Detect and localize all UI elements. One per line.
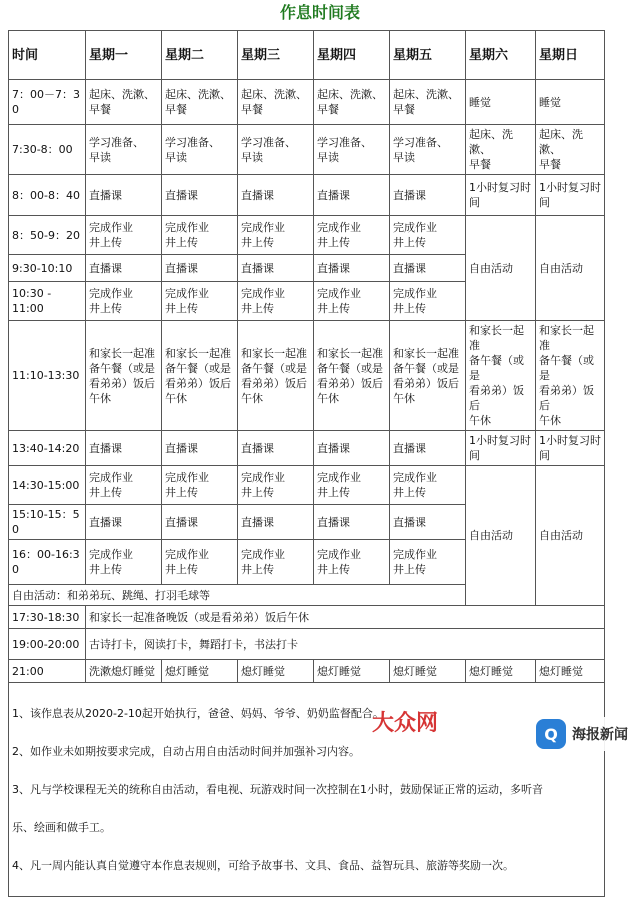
schedule-cell: 完成作业 井上传 [314,216,390,255]
schedule-cell: 完成作业 井上传 [238,216,314,255]
schedule-cell: 直播课 [86,175,162,216]
table-row [9,466,605,505]
schedule-cell: 起床、洗漱、 早餐 [466,125,536,175]
time-cell: 7：00－7：3 0 [9,80,86,125]
schedule-cell: 完成作业 井上传 [314,466,390,505]
time-cell: 8：50-9：20 [9,216,86,255]
time-cell: 16：00-16:3 0 [9,540,86,585]
schedule-cell: 和家长一起准备晚饭（或是看弟弟）饭后午休 [86,606,605,629]
schedule-cell: 起床、洗漱、 早餐 [238,80,314,125]
schedule-cell: 学习准备、 早读 [86,125,162,175]
schedule-cell: 直播课 [314,175,390,216]
time-cell: 8：00-8：40 [9,175,86,216]
schedule-cell: 直播课 [238,255,314,282]
schedule-cell: 直播课 [238,505,314,540]
note-line: 3、凡与学校课程无关的统称自由活动，看电视、玩游戏时间一次控制在1小时，鼓励保证正常的运动，多听音 [12,783,543,796]
header-saturday: 星期六 [466,31,536,80]
time-cell: 17:30-18:30 [9,606,86,629]
schedule-cell: 直播课 [314,255,390,282]
schedule-cell: 直播课 [162,505,238,540]
schedule-cell: 洗漱熄灯睡觉 [86,660,162,683]
schedule-cell: 直播课 [390,175,466,216]
schedule-cell: 完成作业 井上传 [162,466,238,505]
schedule-cell: 完成作业 井上传 [86,466,162,505]
schedule-cell: 完成作业 井上传 [86,540,162,585]
schedule-cell: 和家长一起准 备午餐（或是 看弟弟）饭后 午休 [238,321,314,431]
schedule-cell: 自由活动 [466,216,536,321]
schedule-cell: 完成作业 井上传 [238,282,314,321]
time-cell: 13:40-14:20 [9,431,86,466]
schedule-cell: 睡觉 [536,80,605,125]
schedule-cell: 直播课 [390,505,466,540]
schedule-cell: 完成作业 井上传 [314,540,390,585]
schedule-cell: 直播课 [314,505,390,540]
schedule-cell: 完成作业 井上传 [390,282,466,321]
schedule-cell: 和家长一起准 备午餐（或是 看弟弟）饭后 午休 [162,321,238,431]
app-logo-icon: Q [536,719,566,749]
time-cell: 7:30-8：00 [9,125,86,175]
schedule-cell: 完成作业 井上传 [390,540,466,585]
dazhong-watermark: 大众网 [372,710,439,736]
schedule-cell: 直播课 [86,431,162,466]
schedule-cell: 直播课 [86,255,162,282]
schedule-cell: 完成作业 井上传 [162,540,238,585]
schedule-cell: 完成作业 井上传 [314,282,390,321]
table-row [9,175,605,216]
schedule-cell: 起床、洗漱、 早餐 [162,80,238,125]
schedule-cell: 熄灯睡觉 [390,660,466,683]
schedule-cell: 和家长一起准 备午餐（或是 看弟弟）饭后 午休 [466,321,536,431]
schedule-cell: 古诗打卡，阅读打卡，舞蹈打卡，书法打卡 [86,629,605,660]
schedule-cell: 和家长一起准 备午餐（或是 看弟弟）饭后 午休 [86,321,162,431]
time-cell: 10:30 - 11:00 [9,282,86,321]
schedule-cell: 起床、洗漱、 早餐 [390,80,466,125]
schedule-cell: 熄灯睡觉 [536,660,605,683]
header-monday: 星期一 [86,31,162,80]
schedule-cell: 睡觉 [466,80,536,125]
header-wednesday: 星期三 [238,31,314,80]
table-row [9,216,605,255]
header-friday: 星期五 [390,31,466,80]
news-logo [532,717,632,751]
schedule-cell: 直播课 [390,255,466,282]
table-row [9,431,605,466]
schedule-cell: 直播课 [162,175,238,216]
schedule-cell: 1小时复习时 间 [536,175,605,216]
schedule-cell: 自由活动 [536,216,605,321]
note-line: 1、该作息表从2020-2-10起开始执行，爸爸、妈妈、爷爷、奶奶监督配合。 [12,707,384,720]
table-row [9,629,605,660]
schedule-cell: 和家长一起准 备午餐（或是 看弟弟）饭后 午休 [390,321,466,431]
schedule-table [8,30,605,897]
schedule-cell: 直播课 [314,431,390,466]
schedule-cell: 完成作业 井上传 [238,466,314,505]
notes-cell [9,683,605,897]
note-line: 乐、绘画和做手工。 [12,821,111,834]
schedule-cell: 直播课 [162,431,238,466]
table-row [9,660,605,683]
header-row [9,31,605,80]
schedule-cell: 完成作业 井上传 [162,282,238,321]
schedule-cell: 完成作业 井上传 [390,466,466,505]
schedule-cell: 学习准备、 早读 [238,125,314,175]
schedule-cell: 和家长一起准 备午餐（或是 看弟弟）饭后 午休 [314,321,390,431]
table-row [9,125,605,175]
time-cell: 11:10-13:30 [9,321,86,431]
schedule-cell: 自由活动：和弟弟玩、跳绳、打羽毛球等 [9,585,466,606]
table-row [9,606,605,629]
schedule-cell: 完成作业 井上传 [162,216,238,255]
notes-row [9,683,605,897]
schedule-cell: 直播课 [390,431,466,466]
schedule-cell: 起床、洗漱、 早餐 [86,80,162,125]
schedule-cell: 熄灯睡觉 [238,660,314,683]
schedule-cell: 熄灯睡觉 [466,660,536,683]
schedule-cell: 1小时复习时 间 [536,431,605,466]
schedule-cell: 完成作业 井上传 [86,216,162,255]
schedule-cell: 直播课 [238,175,314,216]
schedule-cell: 1小时复习时 间 [466,431,536,466]
schedule-cell: 完成作业 井上传 [238,540,314,585]
schedule-cell: 起床、洗漱、 早餐 [314,80,390,125]
time-cell: 9:30-10:10 [9,255,86,282]
schedule-cell: 完成作业 井上传 [390,216,466,255]
schedule-cell: 起床、洗漱、 早餐 [536,125,605,175]
schedule-cell: 熄灯睡觉 [314,660,390,683]
schedule-cell: 1小时复习时 间 [466,175,536,216]
schedule-cell: 完成作业 井上传 [86,282,162,321]
table-row [9,321,605,431]
schedule-cell: 直播课 [238,431,314,466]
time-cell: 15:10-15：5 0 [9,505,86,540]
schedule-cell: 学习准备、 早读 [314,125,390,175]
header-sunday: 星期日 [536,31,605,80]
schedule-cell: 直播课 [162,255,238,282]
time-cell: 21:00 [9,660,86,683]
table-row [9,80,605,125]
logo-text: 海报新闻 [572,727,628,743]
schedule-cell: 和家长一起准 备午餐（或是 看弟弟）饭后 午休 [536,321,605,431]
schedule-cell: 学习准备、 早读 [390,125,466,175]
header-tuesday: 星期二 [162,31,238,80]
header-time: 时间 [9,31,86,80]
time-cell: 14:30-15:00 [9,466,86,505]
schedule-cell: 直播课 [86,505,162,540]
schedule-cell: 熄灯睡觉 [162,660,238,683]
time-cell: 19:00-20:00 [9,629,86,660]
schedule-cell: 学习准备、 早读 [162,125,238,175]
note-line: 4、凡一周内能认真自觉遵守本作息表规则，可给予故事书、文具、食品、益智玩具、旅游等奖励一次。 [12,859,514,872]
schedule-cell: 自由活动 [466,466,536,606]
note-line: 2、如作业未如期按要求完成，自动占用自由活动时间并加强补习内容。 [12,745,360,758]
page-title: 作息时间表 [279,3,360,22]
schedule-cell: 自由活动 [536,466,605,606]
header-thursday: 星期四 [314,31,390,80]
